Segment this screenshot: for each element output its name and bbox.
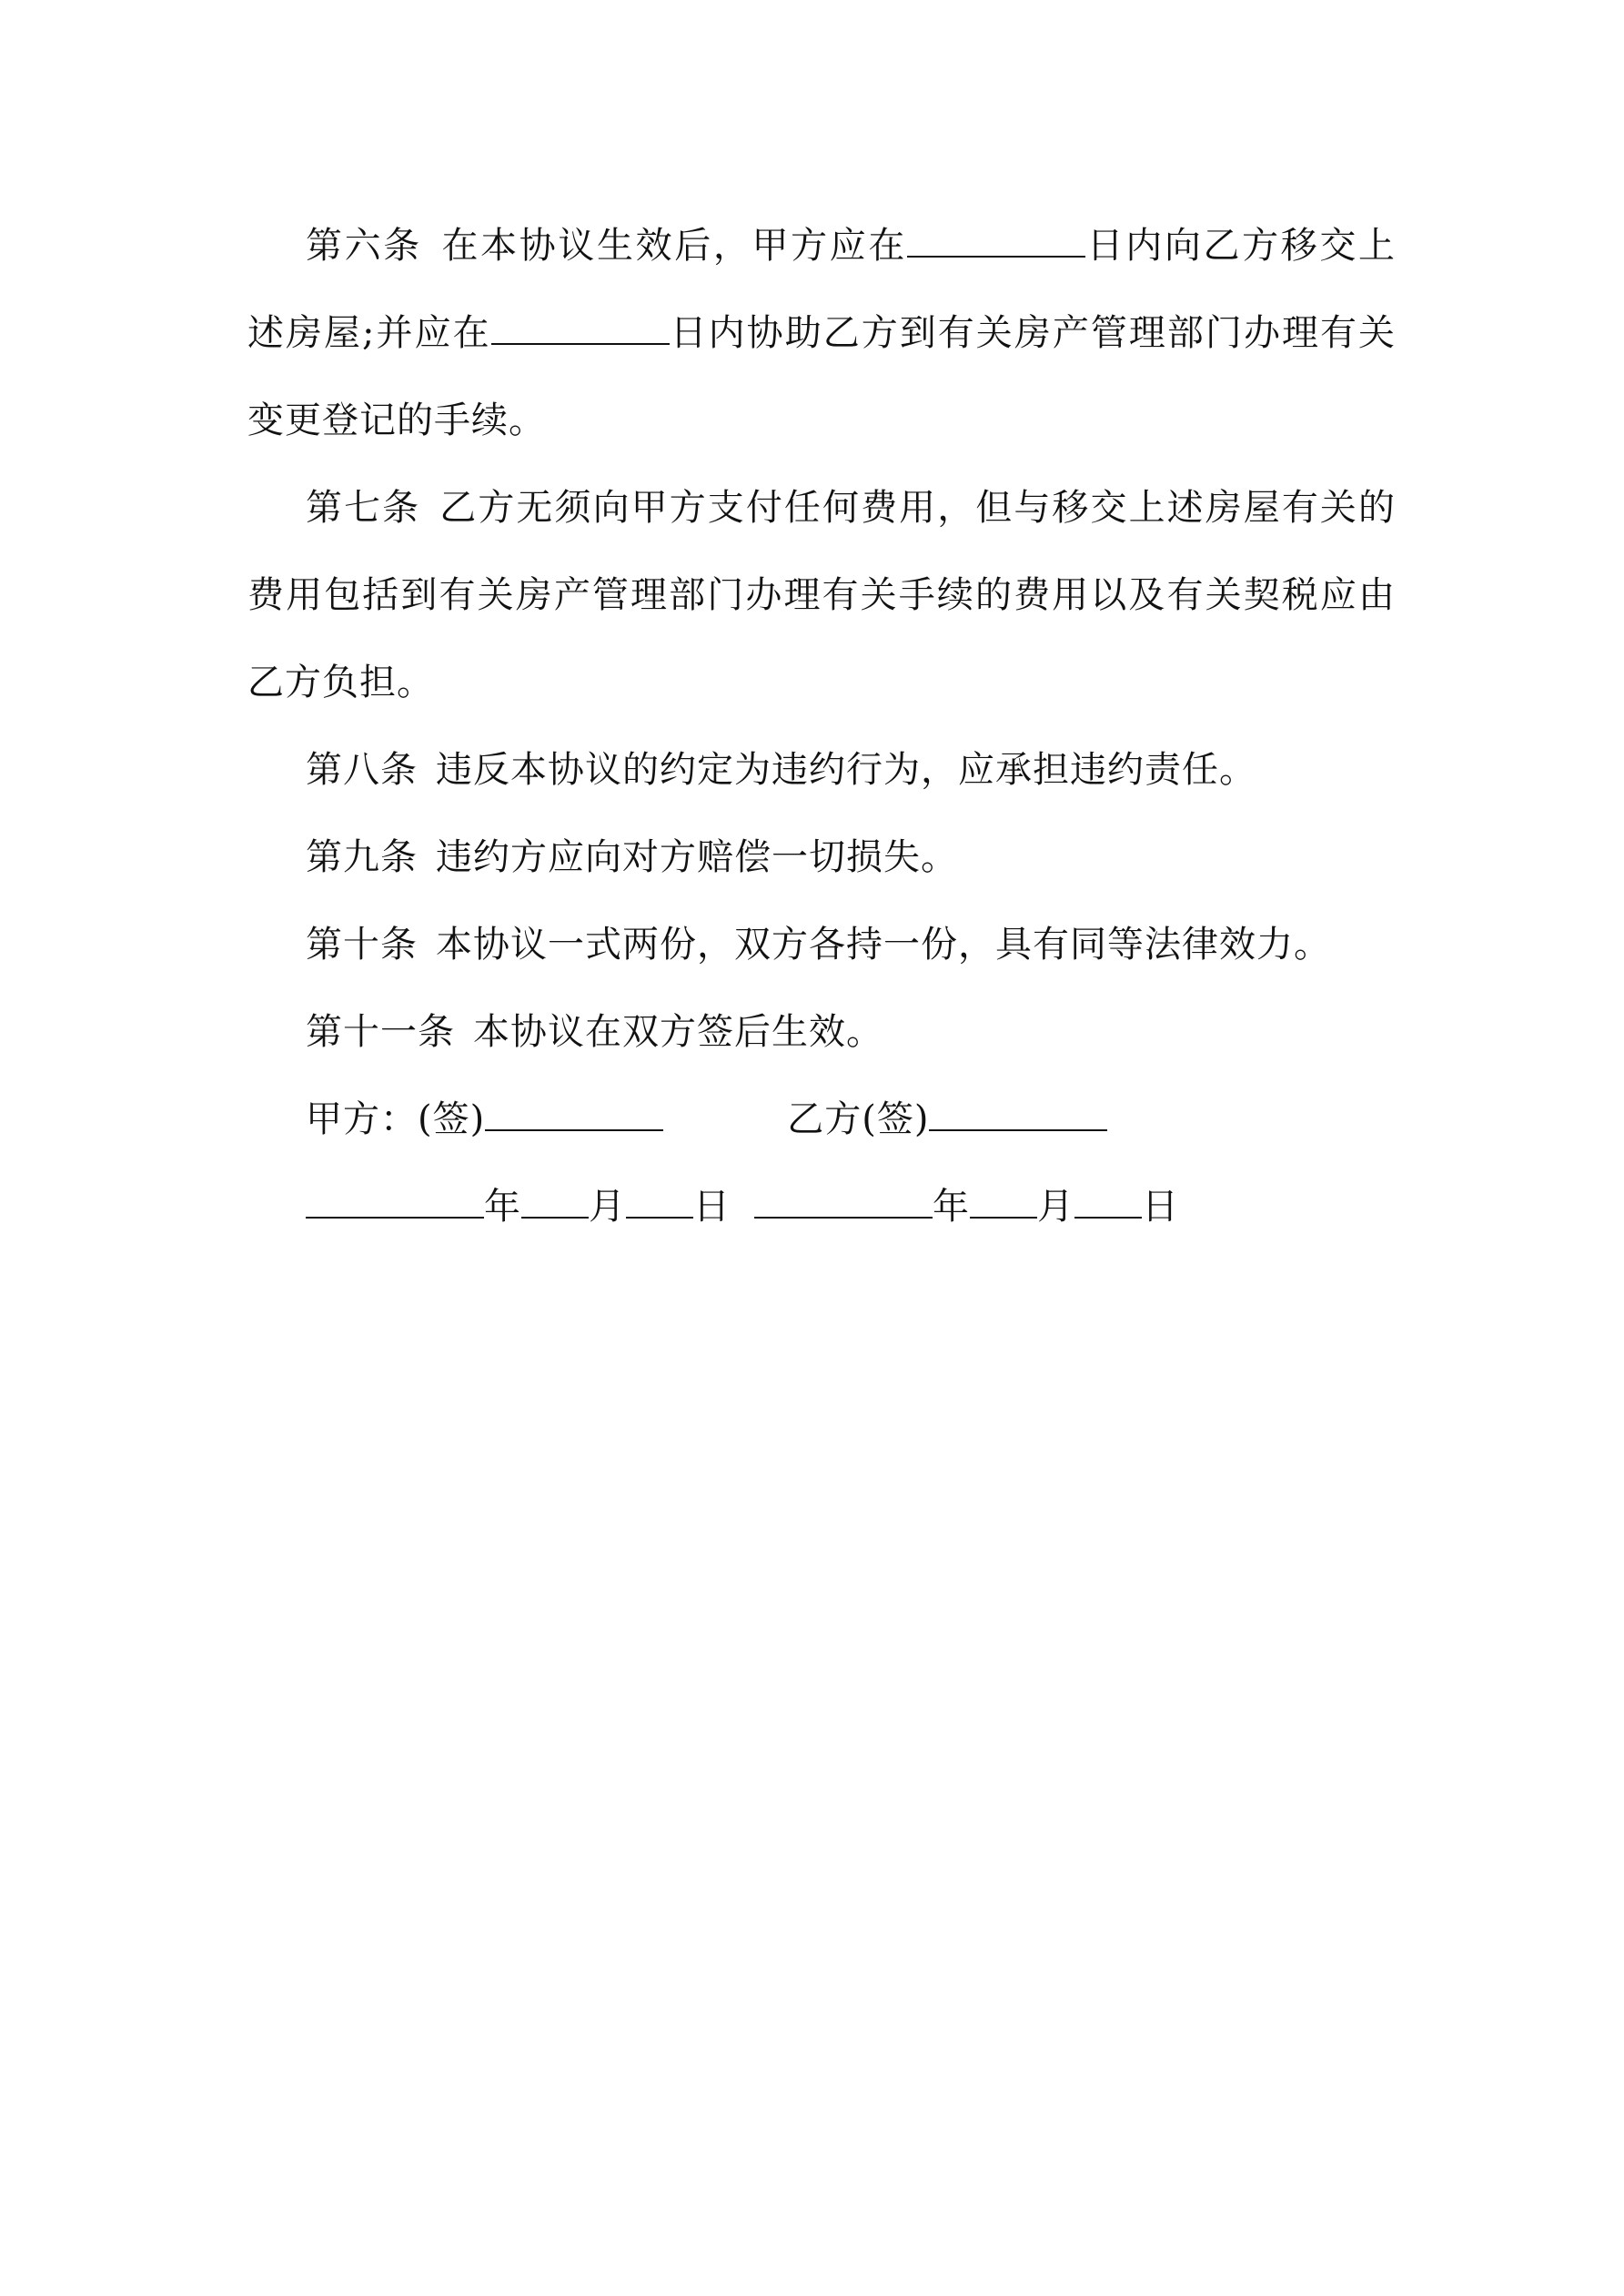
article-10-text: 本协议一式两份，双方各持一份，具有同等法律效力。 (436, 924, 1331, 966)
party-a-day-label: 日 (693, 1186, 731, 1228)
signature-line (247, 1076, 1396, 1163)
party-a-year-blank[interactable] (306, 1184, 484, 1219)
article-9 (247, 814, 1396, 901)
article-6 (247, 202, 1396, 464)
party-a-signature-blank[interactable] (485, 1097, 663, 1131)
party-a-month-blank[interactable] (521, 1184, 589, 1219)
article-10 (247, 901, 1396, 988)
article-10-label: 第十条 (306, 924, 418, 966)
article-7-label: 第七条 (306, 487, 421, 529)
party-b-month-blank[interactable] (970, 1184, 1037, 1219)
party-b-label: 乙方(签) (787, 1098, 930, 1140)
party-b-year-blank[interactable] (754, 1184, 933, 1219)
party-a-day-blank[interactable] (626, 1184, 693, 1219)
article-7-text: 乙方无须向甲方支付任何费用，但与移交上述房屋有关的费用包括到有关房产管理部门办理有关手续的费用以及有关契税应由乙方负担。 (247, 487, 1397, 703)
article-8-label: 第八条 (306, 749, 418, 791)
date-line (247, 1163, 1396, 1250)
article-7 (247, 464, 1396, 726)
party-a-label: 甲方：(签) (306, 1098, 486, 1140)
party-b-day-label: 日 (1142, 1186, 1179, 1228)
party-a-month-label: 月 (589, 1186, 626, 1228)
party-b-day-blank[interactable] (1074, 1184, 1142, 1219)
article-6-label: 第六条 (306, 225, 422, 267)
article-6-text-b: 日内向乙方移交上述房屋;并应在 (247, 225, 1396, 354)
article-8-text: 违反本协议的约定为违约行为，应承担违约责任。 (436, 749, 1256, 791)
article-6-text-a: 在本协议生效后，甲方应在 (439, 225, 907, 267)
registration-days-blank[interactable] (491, 310, 670, 345)
handover-days-blank[interactable] (907, 223, 1085, 258)
party-b-month-label: 月 (1037, 1186, 1074, 1228)
article-11-text: 本协议在双方签后生效。 (473, 1011, 883, 1053)
party-b-signature-blank[interactable] (929, 1097, 1107, 1131)
article-9-text: 违约方应向对方赔偿一切损失。 (436, 836, 958, 878)
article-11-label: 第十一条 (306, 1011, 455, 1053)
contract-body (247, 202, 1396, 1250)
article-6-text-c: 日内协助乙方到有关房产管理部门办理有关变更登记的手续。 (247, 312, 1397, 441)
party-b-year-label: 年 (933, 1186, 970, 1228)
article-8 (247, 726, 1396, 814)
party-a-year-label: 年 (484, 1186, 521, 1228)
article-11 (247, 988, 1396, 1076)
article-9-label: 第九条 (306, 836, 418, 878)
